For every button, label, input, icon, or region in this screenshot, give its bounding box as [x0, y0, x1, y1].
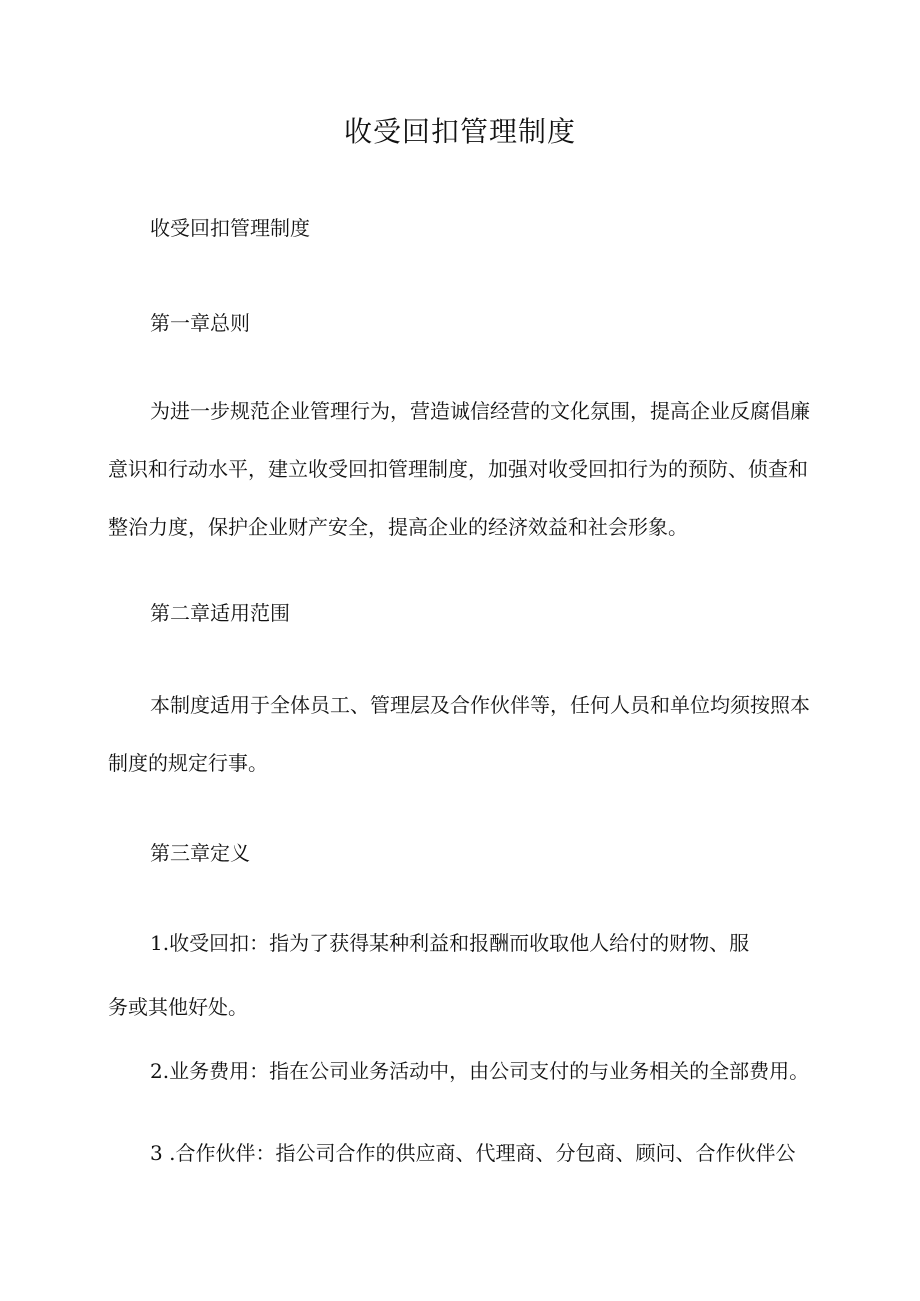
paragraph-line: 整治力度，保护企业财产安全，提高企业的经济效益和社会形象。 — [108, 515, 688, 539]
paragraph-line: 意识和行动水平，建立收受回扣管理制度，加强对收受回扣行为的预防、侦查和 — [108, 457, 808, 481]
chapter-heading-3: 第三章定义 — [150, 841, 250, 865]
chapter-heading-2: 第二章适用范围 — [150, 601, 290, 625]
chapter-heading-1: 第一章总则 — [150, 311, 250, 335]
definition-line: 1.收受回扣：指为了获得某种利益和报酬而收取他人给付的财物、服 — [150, 931, 750, 955]
paragraph-line: 为进一步规范企业管理行为，营造诚信经营的文化氛围，提高企业反腐倡廉 — [150, 399, 810, 423]
document-title: 收受回扣管理制度 — [343, 115, 576, 148]
definition-line: 务或其他好处。 — [108, 995, 248, 1019]
definition-line: 3 .合作伙伴：指公司合作的供应商、代理商、分包商、顾问、合作伙伴公 — [150, 1141, 796, 1165]
paragraph-line: 制度的规定行事。 — [108, 751, 268, 775]
definition-line: 2.业务费用：指在公司业务活动中，由公司支付的与业务相关的全部费用。 — [150, 1059, 810, 1083]
paragraph-line: 本制度适用于全体员工、管理层及合作伙伴等，任何人员和单位均须按照本 — [150, 693, 810, 717]
subtitle-line: 收受回扣管理制度 — [150, 216, 310, 240]
